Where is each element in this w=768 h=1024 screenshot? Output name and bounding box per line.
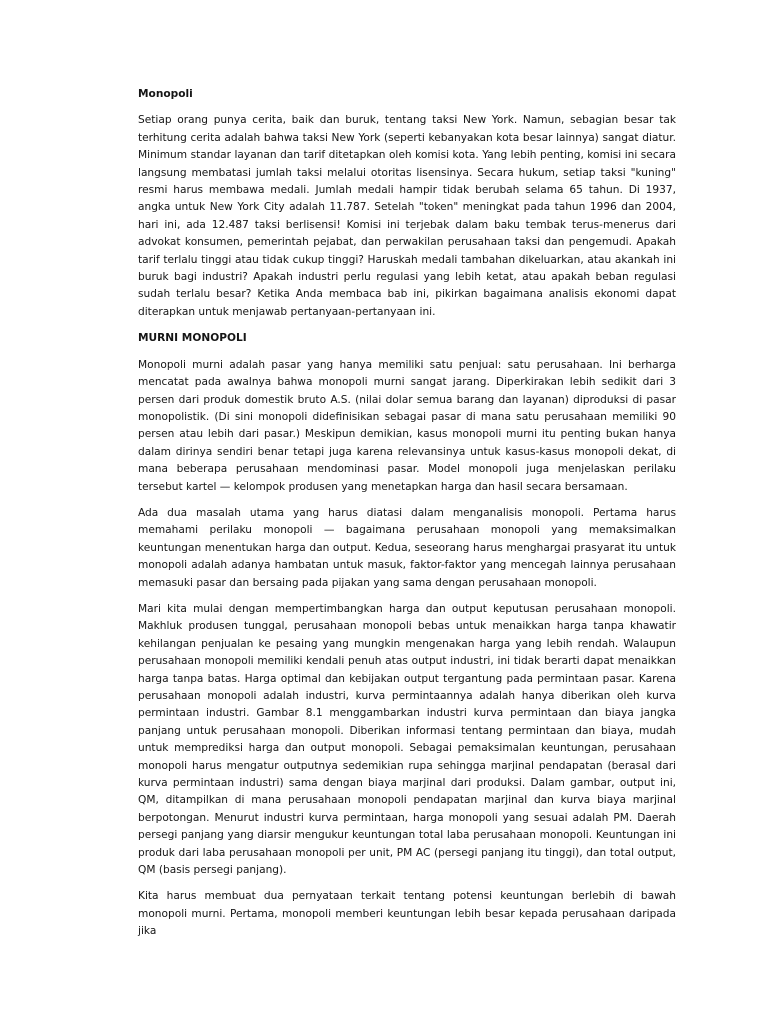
paragraph-1: Monopoli murni adalah pasar yang hanya memiliki satu penjual: satu perusahaan. Ini berharga mencatat pada awalnya bahwa monopoli murni sangat jarang. Diperkirakan lebih sedikit dari 3 persen dari produk domestik bruto A.S. (nilai dolar semua barang dan layanan) diproduksi di pasar monopolistik. (Di sini monopoli didefinisikan sebagai pasar di mana satu perusahaan memiliki 90 persen atau lebih dari pasar.) Meskipun demikian, kasus monopoli murni itu penting bukan hanya dalam dirinya sendiri benar tetapi juga karena relevansinya untuk kasus-kasus monopoli dekat, di mana beberapa perusahaan mendominasi pasar. Model monopoli juga menjelaskan perilaku tersebut kartel — kelompok produsen yang menetapkan harga dan hasil secara bersamaan. bbox=[138, 358, 676, 493]
document-page bbox=[138, 86, 676, 938]
document-title: Monopoli bbox=[138, 88, 193, 100]
paragraph-3: Mari kita mulai dengan mempertimbangkan harga dan output keputusan perusahaan monopoli. Makhluk produsen tunggal, perusahaan monopoli bebas untuk menaikkan harga tanpa khawatir kehilangan penjualan ke pesaing yang mungkin mengenakan harga yang lebih rendah. Walaupun perusahaan monopoli memiliki kendali penuh atas output industri, ini tidak berarti dapat menaikkan harga tanpa batas. Harga optimal dan kebijakan output tergantung pada permintaan pasar. Karena perusahaan monopoli adalah industri, kurva permintaannya adalah hanya diberikan oleh kurva permintaan industri. Gambar 8.1 menggambarkan industri kurva permintaan dan biaya jangka panjang untuk perusahaan monopoli. Diberikan informasi tentang permintaan dan biaya, mudah untuk memprediksi harga dan output monopoli. Sebagai pemaksimalan keuntungan, perusahaan monopoli harus mengatur outputnya sedemikian rupa sehingga marjinal pendapatan (berasal dari kurva permintaan industri) sama dengan biaya marjinal dari produksi. Dalam gambar, output ini, QM, ditampilkan di mana perusahaan monopoli pendapatan marjinal dan kurva biaya marjinal berpotongan. Menurut industri kurva permintaan, harga monopoli yang sesuai adalah PM. Daerah persegi panjang yang diarsir mengukur keuntungan total laba perusahaan monopoli. Keuntungan ini produk dari laba perusahaan monopoli per unit, PM AC (persegi panjang itu tinggi), dan total output, QM (basis persegi panjang). bbox=[138, 602, 676, 877]
paragraph-4: Kita harus membuat dua pernyataan terkait tentang potensi keuntungan berlebih di bawah monopoli murni. Pertama, monopoli memberi keuntungan lebih besar kepada perusahaan daripada jika bbox=[138, 890, 676, 938]
intro-paragraph: Setiap orang punya cerita, baik dan buruk, tentang taksi New York. Namun, sebagian besar tak terhitung cerita adalah bahwa taksi New York (seperti kebanyakan kota besar lainnya) sangat diatur. Minimum standar layanan dan tarif ditetapkan oleh komisi kota. Yang lebih penting, komisi ini secara langsung membatasi jumlah taksi melalui otoritas lisensinya. Secara hukum, setiap taksi "kuning" resmi harus membawa medali. Jumlah medali hampir tidak berubah selama 65 tahun. Di 1937, angka untuk New York City adalah 11.787. Setelah "token" meningkat pada tahun 1996 dan 2004, hari ini, ada 12.487 taksi berlisensi! Komisi ini terjebak dalam baku tembak terus-menerus dari advokat konsumen, pemerintah pejabat, dan perwakilan perusahaan taksi dan pengemudi. Apakah tarif terlalu tinggi atau tidak cukup tinggi? Haruskah medali tambahan dikeluarkan, atau akankah ini buruk bagi industri? Apakah industri perlu regulasi yang lebih ketat, atau apakah beban regulasi sudah terlalu besar? Ketika Anda membaca bab ini, pikirkan bagaimana analisis ekonomi dapat diterapkan untuk menjawab pertanyaan-pertanyaan ini. bbox=[138, 114, 676, 318]
section-heading: MURNI MONOPOLI bbox=[138, 332, 247, 345]
paragraph-2: Ada dua masalah utama yang harus diatasi dalam menganalisis monopoli. Pertama harus memahami perilaku monopoli — bagaimana perusahaan monopoli yang memaksimalkan keuntungan menentukan harga dan output. Kedua, seseorang harus menghargai prasyarat itu untuk monopoli adalah adanya hambatan untuk masuk, faktor-faktor yang mencegah lainnya perusahaan memasuki pasar dan bersaing pada pijakan yang sama dengan perusahaan monopoli. bbox=[138, 506, 676, 589]
